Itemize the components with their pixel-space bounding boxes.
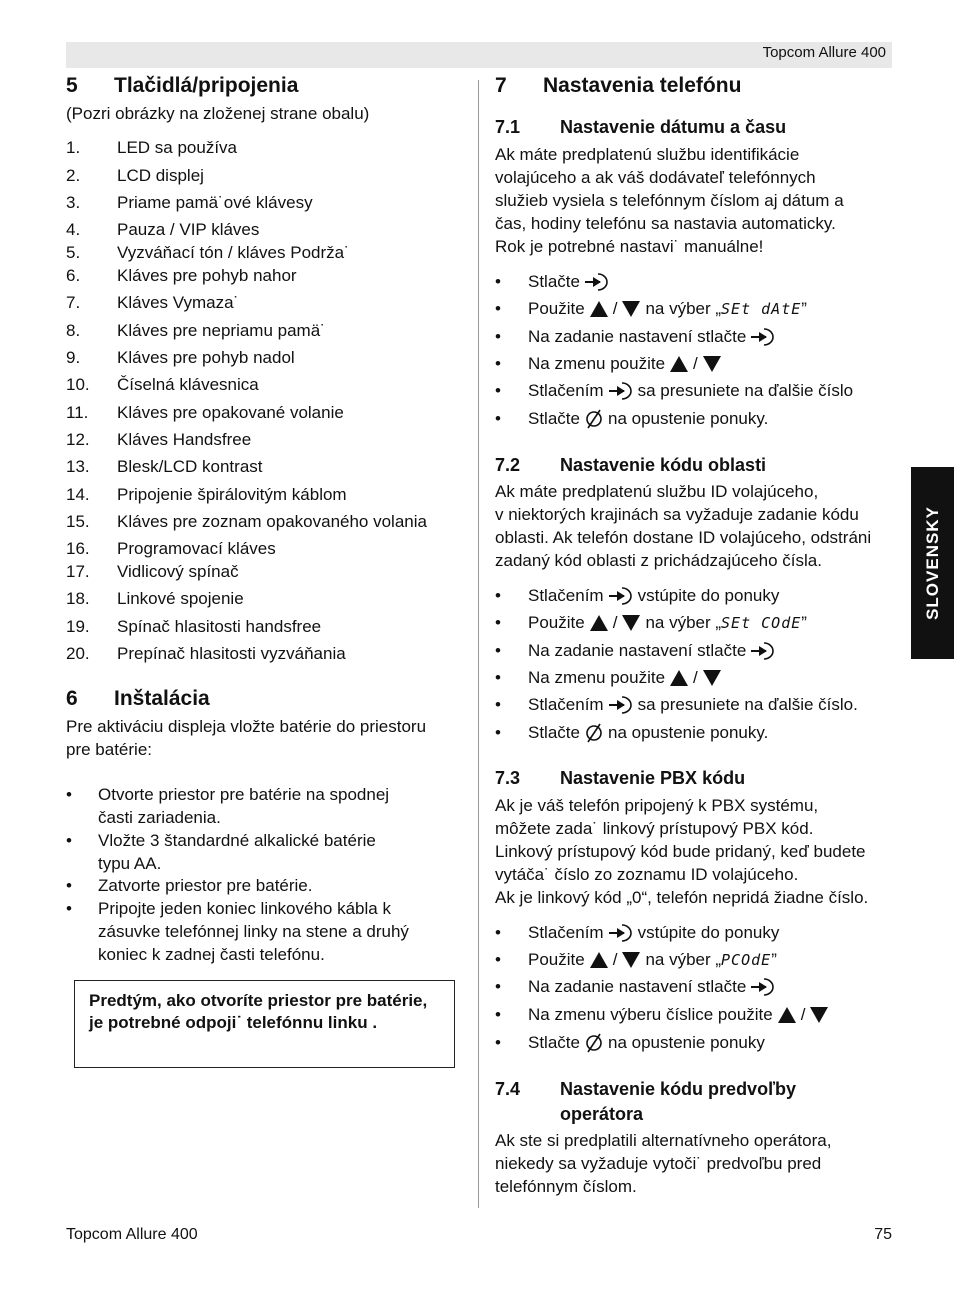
bullet-item: • Na zmenu použite / xyxy=(495,354,726,374)
bullet-item: • Použite / na výber „ PCOdE ” xyxy=(495,950,777,969)
bullet-item: • Stlačte xyxy=(495,272,614,292)
section-7-1-heading: 7.1 Nastavenie dátumu a času xyxy=(495,117,787,137)
up-arrow-icon xyxy=(777,1006,797,1024)
body-line: Rok je potrebné nastavi˙ manuálne! xyxy=(495,237,764,256)
list-item: 8. Kláves pre nepriamu pamä˙ xyxy=(66,321,326,340)
list-item: 12. Kláves Handsfree xyxy=(66,430,252,449)
bullet-item: • Použite / na výber „ SEt COdE ” xyxy=(495,613,807,632)
up-arrow-icon xyxy=(669,669,689,687)
c-key-icon xyxy=(584,408,604,430)
bullet-item: • Stlačte na opustenie ponuky. xyxy=(495,409,769,428)
bullet-item: • Stlačením vstúpite do ponuky xyxy=(495,923,780,942)
header-title: Topcom Allure 400 xyxy=(762,44,886,61)
section-7-heading: 7 Nastavenia telefónu xyxy=(495,74,742,97)
body-line: Ak máte predplatenú službu ID volajúceho, xyxy=(495,482,819,501)
section-6-heading: 6 Inštalácia xyxy=(66,687,210,710)
section-7-3-heading: 7.3 Nastavenie PBX kódu xyxy=(495,768,746,788)
ok-key-icon xyxy=(608,923,634,943)
list-item: 3. Priame pamä˙ové klávesy xyxy=(66,193,313,212)
up-arrow-icon xyxy=(589,300,609,318)
list-item: 7. Kláves Vymaza˙ xyxy=(66,293,240,312)
ok-key-icon xyxy=(750,641,776,661)
section-5-heading: 5 Tlačidlá/pripojenia xyxy=(66,74,299,97)
list-item: 19. Spínač hlasitosti handsfree xyxy=(66,617,322,636)
bullet-continuation: koniec k zadnej časti telefónu. xyxy=(98,945,325,964)
section-6-intro-line: Pre aktiváciu displeja vložte batérie do priestoru xyxy=(66,717,427,736)
bullet-item: • Na zadanie nastavení stlačte xyxy=(495,327,780,347)
body-line: môžete zada˙ linkový prístupový PBX kód. xyxy=(495,819,814,838)
list-item: 13. Blesk/LCD kontrast xyxy=(66,457,263,476)
body-line: Ak ste si predplatili alternatívneho operátora, xyxy=(495,1131,832,1150)
section-6-intro-line: pre batérie: xyxy=(66,740,152,759)
list-item: 14. Pripojenie špirálovitým káblom xyxy=(66,485,347,504)
bullet-item: • Na zadanie nastavení stlačte xyxy=(495,641,780,661)
section-7-4-heading: 7.4 Nastavenie kódu predvoľby xyxy=(495,1079,797,1099)
body-line: Ak je linkový kód „0“, telefón nepridá žiadne číslo. xyxy=(495,888,869,907)
bullet-item: • Stlačením sa presuniete na ďalšie číslo xyxy=(495,381,854,400)
language-tab-label: SLOVENSKY xyxy=(922,506,942,620)
body-line: čas, hodiny telefónu sa nastavia automaticky. xyxy=(495,214,836,233)
body-line: v niektorých krajinách sa vyžaduje zadanie kódu xyxy=(495,505,859,524)
down-arrow-icon xyxy=(621,951,641,969)
bullet-item: • Použite / na výber „ SEt dAtE ” xyxy=(495,299,807,318)
down-arrow-icon xyxy=(621,614,641,632)
down-arrow-icon xyxy=(621,300,641,318)
warning-box xyxy=(74,980,455,1068)
list-item: 17. Vidlicový spínač xyxy=(66,562,239,581)
down-arrow-icon xyxy=(702,669,722,687)
body-line: volajúceho a ak váš dodávateľ telefónnych xyxy=(495,168,816,187)
bullet-item: • Na zmenu použite / xyxy=(495,668,726,688)
ok-key-icon xyxy=(750,327,776,347)
ok-key-icon xyxy=(584,272,610,292)
up-arrow-icon xyxy=(589,614,609,632)
body-line: oblasti. Ak telefón dostane ID volajúceho, odstráni xyxy=(495,528,872,547)
body-line: zadaný kód oblasti z prichádzajúceho čísla. xyxy=(495,551,822,570)
ok-key-icon xyxy=(608,381,634,401)
bullet-item: • Stlačením sa presuniete na ďalšie číslo. xyxy=(495,695,858,714)
list-item: 2. LCD displej xyxy=(66,166,204,185)
bullet-item: • Vložte 3 štandardné alkalické batérie xyxy=(66,831,376,850)
lcd-text: SEt COdE xyxy=(721,614,802,632)
list-item: 15. Kláves pre zoznam opakovaného volania xyxy=(66,512,427,531)
body-line: telefónnym číslom. xyxy=(495,1177,637,1196)
list-item: 10. Číselná klávesnica xyxy=(66,375,259,394)
footer-title: Topcom Allure 400 xyxy=(66,1226,198,1243)
bullet-item: • Na zmenu výberu číslice použite / xyxy=(495,1005,833,1025)
list-item: 20. Prepínač hlasitosti vyzváňania xyxy=(66,644,346,663)
list-item: 18. Linkové spojenie xyxy=(66,589,244,608)
list-item: 9. Kláves pre pohyb nadol xyxy=(66,348,295,367)
up-arrow-icon xyxy=(669,355,689,373)
down-arrow-icon xyxy=(809,1006,829,1024)
section-5-intro: (Pozri obrázky na zloženej strane obalu) xyxy=(66,104,370,123)
warning-text: Predtým, ako otvoríte priestor pre batérie, je potrebné odpoji˙ telefónnu linku . xyxy=(89,991,428,1032)
bullet-item: • Stlačte na opustenie ponuky. xyxy=(495,723,769,742)
bullet-item: • Na zadanie nastavení stlačte xyxy=(495,977,780,997)
list-item: 5. Vyzváňací tón / kláves Podrža˙ xyxy=(66,243,350,262)
c-key-icon xyxy=(584,1032,604,1054)
body-line: vytáča˙ číslo zo zoznamu ID volajúceho. xyxy=(495,865,799,884)
list-item: 1. LED sa používa xyxy=(66,138,238,157)
bullet-item: • Stlačte na opustenie ponuky xyxy=(495,1033,765,1052)
list-item: 4. Pauza / VIP kláves xyxy=(66,220,260,239)
body-line: služieb vysiela s telefónnym číslom aj dátum a xyxy=(495,191,844,210)
c-key-icon xyxy=(584,722,604,744)
column-divider xyxy=(478,80,479,1208)
page-number: 75 xyxy=(874,1226,892,1243)
section-7-4-heading-line-2: operátora xyxy=(560,1104,644,1124)
ok-key-icon xyxy=(608,695,634,715)
list-item: 11. Kláves pre opakované volanie xyxy=(66,403,344,422)
bullet-item: • Zatvorte priestor pre batérie. xyxy=(66,876,313,895)
bullet-item: • Pripojte jeden koniec linkového kábla k xyxy=(66,899,391,918)
bullet-continuation: zásuvke telefónnej linky na stene a druhý xyxy=(98,922,409,941)
body-line: Ak máte predplatenú službu identifikácie xyxy=(495,145,800,164)
bullet-item: • Stlačením vstúpite do ponuky xyxy=(495,586,780,605)
lcd-text: SEt dAtE xyxy=(721,300,802,318)
ok-key-icon xyxy=(750,977,776,997)
page-header xyxy=(66,42,892,68)
ok-key-icon xyxy=(608,586,634,606)
list-item: 6. Kláves pre pohyb nahor xyxy=(66,266,297,285)
bullet-continuation: typu AA. xyxy=(98,854,162,873)
body-line: niekedy sa vyžaduje vytoči˙ predvoľbu pred xyxy=(495,1154,822,1173)
bullet-item: • Otvorte priestor pre batérie na spodnej xyxy=(66,785,390,804)
list-item: 16. Programovací kláves xyxy=(66,539,276,558)
language-tab xyxy=(911,467,954,659)
down-arrow-icon xyxy=(702,355,722,373)
up-arrow-icon xyxy=(589,951,609,969)
bullet-continuation: časti zariadenia. xyxy=(98,808,221,827)
body-line: Linkový prístupový kód bude pridaný, keď budete xyxy=(495,842,866,861)
section-7-2-heading: 7.2 Nastavenie kódu oblasti xyxy=(495,455,767,475)
body-line: Ak je váš telefón pripojený k PBX systému, xyxy=(495,796,819,815)
lcd-text: PCOdE xyxy=(721,951,772,969)
